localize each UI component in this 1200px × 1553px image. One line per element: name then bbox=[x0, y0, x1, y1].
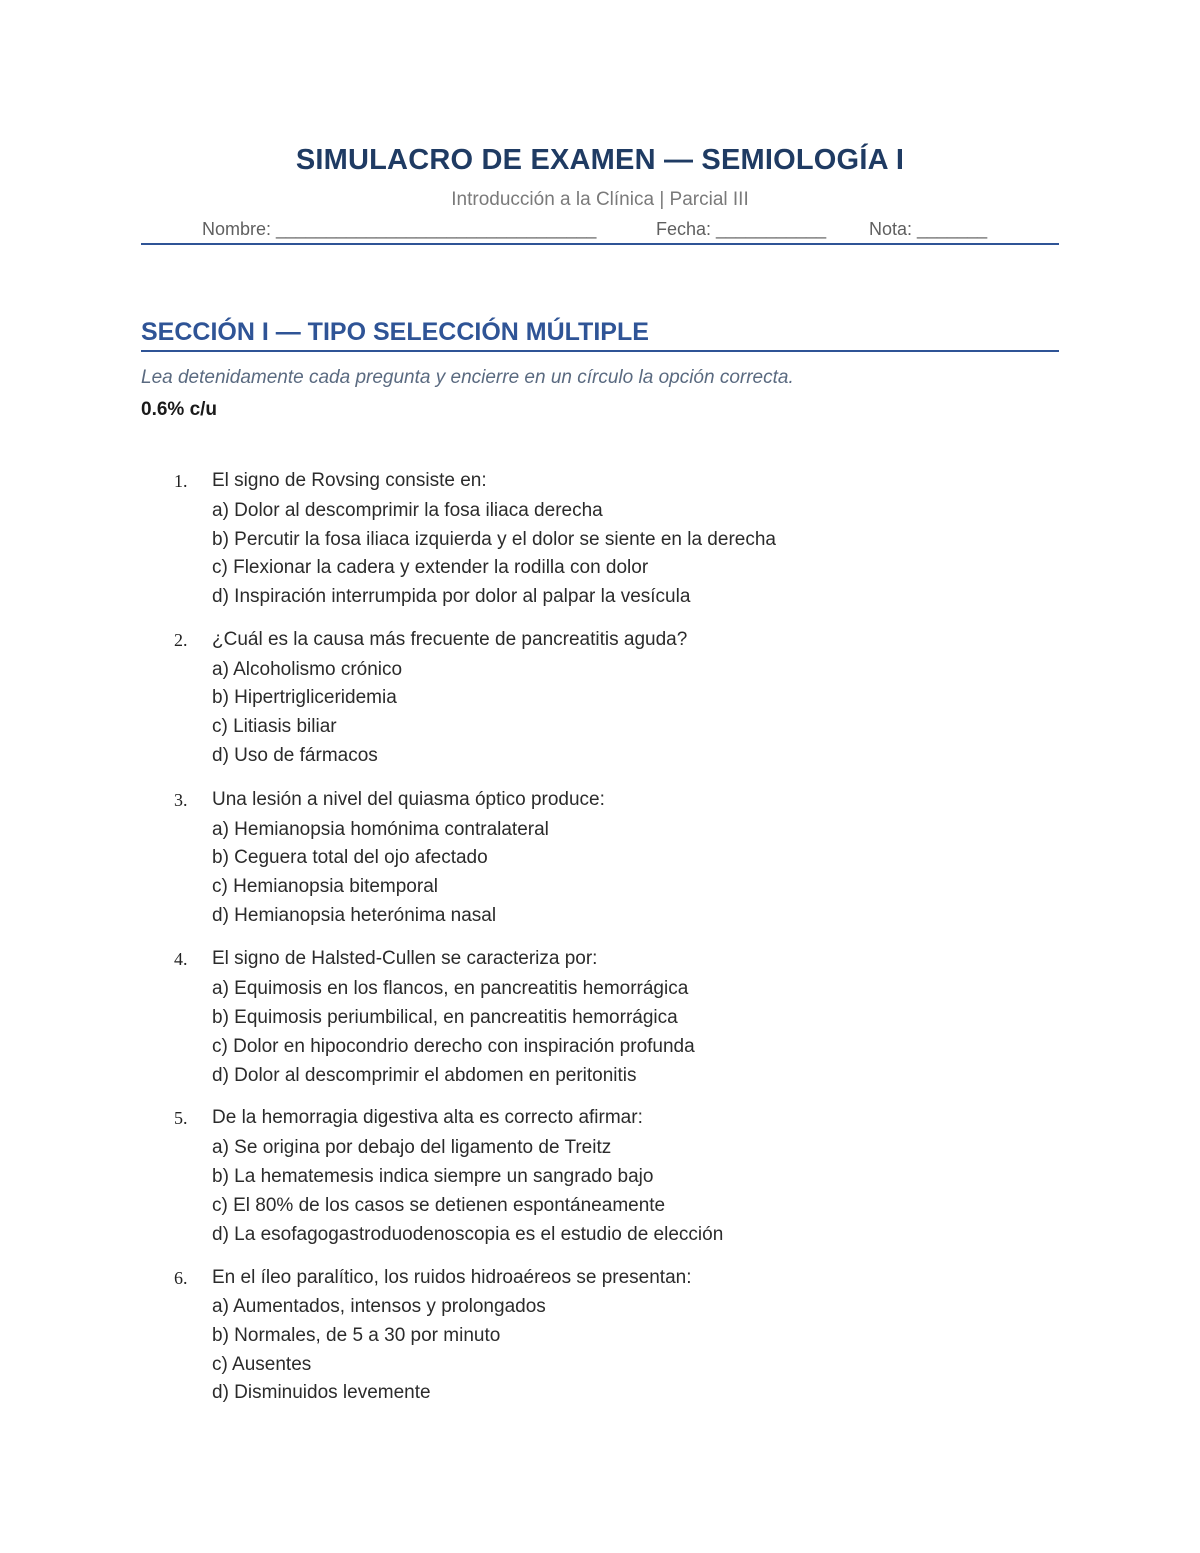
option-a[interactable]: a) Aumentados, intensos y prolongados bbox=[212, 1296, 546, 1317]
exam-subtitle: Introducción a la Clínica | Parcial III bbox=[451, 189, 749, 210]
option-c[interactable]: c) Litiasis biliar bbox=[212, 716, 337, 737]
option-c[interactable]: c) Ausentes bbox=[212, 1354, 312, 1375]
option-b[interactable]: b) Percutir la fosa iliaca izquierda y el dolor se siente en la derecha bbox=[212, 529, 776, 550]
option-d[interactable]: d) La esofagogastroduodenoscopia es el estudio de elección bbox=[212, 1224, 724, 1245]
section-heading: SECCIÓN I — TIPO SELECCIÓN MÚLTIPLE bbox=[141, 315, 1059, 352]
option-a[interactable]: a) Se origina por debajo del ligamento de Treitz bbox=[212, 1137, 612, 1158]
option-b[interactable]: b) La hematemesis indica siempre un sangrado bajo bbox=[212, 1166, 654, 1187]
option-d[interactable]: d) Hemianopsia heterónima nasal bbox=[212, 905, 497, 926]
exam-title: SIMULACRO DE EXAMEN — SEMIOLOGÍA I bbox=[295, 144, 905, 176]
question-text: ¿Cuál es la causa más frecuente de pancreatitis aguda? bbox=[212, 629, 688, 650]
question-number: 3. bbox=[174, 790, 188, 810]
option-a[interactable]: a) Alcoholismo crónico bbox=[212, 659, 403, 680]
question-number: 6. bbox=[174, 1268, 188, 1288]
section-instructions: Lea detenidamente cada pregunta y encierre en un círculo la opción correcta. bbox=[141, 367, 794, 388]
question-text: De la hemorragia digestiva alta es correcto afirmar: bbox=[212, 1107, 643, 1128]
question-number: 5. bbox=[174, 1108, 188, 1128]
date-field[interactable]: Fecha: ___________ bbox=[656, 219, 827, 239]
student-info-row bbox=[141, 217, 1059, 245]
option-a[interactable]: a) Hemianopsia homónima contralateral bbox=[212, 819, 549, 840]
question-number: 1. bbox=[174, 471, 188, 491]
grade-field[interactable]: Nota: _______ bbox=[869, 219, 988, 239]
option-d[interactable]: d) Uso de fármacos bbox=[212, 745, 378, 766]
question-text: El signo de Halsted-Cullen se caracteriza por: bbox=[212, 948, 598, 969]
option-d[interactable]: d) Disminuidos levemente bbox=[212, 1382, 431, 1403]
question-number: 4. bbox=[174, 949, 188, 969]
question-number: 2. bbox=[174, 630, 188, 650]
question-text: En el íleo paralítico, los ruidos hidroaéreos se presentan: bbox=[212, 1267, 692, 1288]
option-b[interactable]: b) Ceguera total del ojo afectado bbox=[212, 847, 488, 868]
option-d[interactable]: d) Dolor al descomprimir el abdomen en peritonitis bbox=[212, 1065, 637, 1086]
option-b[interactable]: b) Normales, de 5 a 30 por minuto bbox=[212, 1325, 501, 1346]
name-field[interactable]: Nombre: ________________________________ bbox=[202, 219, 597, 239]
option-c[interactable]: c) Hemianopsia bitemporal bbox=[212, 876, 438, 897]
option-a[interactable]: a) Dolor al descomprimir la fosa iliaca derecha bbox=[212, 500, 603, 521]
points-per-question: 0.6% c/u bbox=[141, 399, 218, 420]
option-c[interactable]: c) Dolor en hipocondrio derecho con inspiración profunda bbox=[212, 1036, 695, 1057]
option-c[interactable]: c) Flexionar la cadera y extender la rodilla con dolor bbox=[212, 557, 649, 578]
option-b[interactable]: b) Equimosis periumbilical, en pancreatitis hemorrágica bbox=[212, 1007, 678, 1028]
question-text: El signo de Rovsing consiste en: bbox=[212, 470, 487, 491]
option-d[interactable]: d) Inspiración interrumpida por dolor al palpar la vesícula bbox=[212, 586, 691, 607]
option-a[interactable]: a) Equimosis en los flancos, en pancreatitis hemorrágica bbox=[212, 978, 689, 999]
question-text: Una lesión a nivel del quiasma óptico produce: bbox=[212, 789, 605, 810]
option-c[interactable]: c) El 80% de los casos se detienen espontáneamente bbox=[212, 1195, 666, 1216]
option-b[interactable]: b) Hipertrigliceridemia bbox=[212, 687, 397, 708]
